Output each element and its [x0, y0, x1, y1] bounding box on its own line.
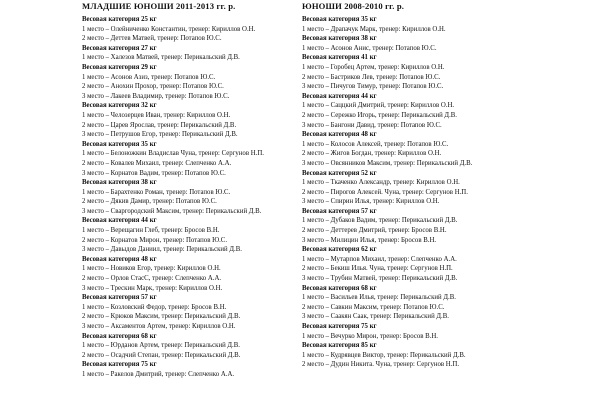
result-row: 2 место – Бекиш Илья. Чуна, тренер: Сергунов Н.П. — [302, 265, 453, 273]
category-heading: Весовая категория 48 кг — [302, 131, 377, 139]
result-row: 1 место – Колосов Алексей, тренер: Потапов Ю.С. — [302, 140, 449, 148]
weight-category — [302, 169, 532, 207]
weight-category — [82, 216, 302, 254]
result-row: 1 место – Олейниченко Константин, тренер: Кириллов О.Н. — [82, 25, 256, 33]
result-row: 1 место – Драпачук Марк, тренер: Кириллов О.Н. — [302, 25, 446, 33]
category-heading: Весовая категория 32 кг — [82, 102, 157, 110]
category-heading: Весовая категория 57 кг — [82, 294, 157, 302]
weight-category — [82, 293, 302, 331]
category-heading: Весовая категория 44 кг — [302, 92, 377, 100]
result-row: 2 место – Бастриков Лев, тренер: Потапов Ю.С. — [302, 73, 441, 81]
result-row: 3 место – Пичугов Тимур, тренер: Потапов Ю.С. — [302, 83, 444, 91]
result-row: 3 место – Спирин Илья, тренер: Кириллов О.Н. — [302, 198, 440, 206]
result-row: 1 место – Ракелов Дмитрий, тренер: Слепченко А.А. — [82, 370, 235, 378]
weight-category — [82, 178, 302, 216]
result-row: 3 место – Овсянников Максим, тренер: Перикальский Д.В. — [302, 159, 473, 167]
result-row: 2 место – Жигов Богдан, тренер: Кириллов О.Н. — [302, 150, 442, 158]
result-row: 1 место – Ткаченко Александр, тренер: Кириллов О.Н. — [302, 179, 460, 187]
result-row: 2 место – Ковалев Михаил, тренер: Слепченко А.А. — [82, 159, 232, 167]
category-heading: Весовая категория 75 кг — [82, 361, 157, 369]
result-row: 1 место – Вечурко Мирон, тренер: Бросов В.Н. — [302, 332, 438, 340]
result-row: 1 место – Кудрявцев Виктор, тренер: Перикальский Д.В. — [302, 351, 466, 359]
weight-category — [82, 63, 302, 101]
category-heading: Весовая категория 57 кг — [302, 207, 377, 215]
category-heading: Весовая категория 35 кг — [302, 16, 377, 23]
result-row: 2 место – Деттерев Дмитрий, тренер: Бросов В.Н. — [302, 227, 447, 235]
weight-category — [302, 322, 532, 341]
weight-category — [302, 341, 532, 370]
result-row: 2 место – Савкин Максим, тренер: Потапов Ю.С. — [302, 303, 445, 311]
result-row: 1 место – Дубаков Вадим, тренер: Перикальский Д.В. — [302, 217, 458, 225]
result-row: 1 место – Халезов Матвей, тренер: Перикальский Д.В. — [82, 54, 240, 62]
weight-category — [302, 284, 532, 322]
result-row: 1 место – Васильев Илья, тренер: Перикальский Д.В. — [302, 294, 456, 302]
weight-category — [302, 34, 532, 53]
result-row: 1 место – Барахтенко Роман, тренер: Потапов Ю.С. — [82, 188, 231, 196]
result-row: 2 место – Крюков Максим, тренер: Перикальский Д.В. — [82, 313, 241, 321]
result-row: 2 место – Анохин Прохор, тренер: Потапов Ю.С. — [82, 83, 224, 91]
column-title: МЛАДШИЕ ЮНОШИ 2011-2013 гг. р. — [82, 1, 236, 11]
weight-category — [82, 15, 302, 44]
result-row: 2 место – Деттев Матвей, тренер: Потапов Ю.С. — [82, 35, 222, 43]
result-row: 1 место – Верещагин Глеб, тренер: Бросов В.Н. — [82, 227, 220, 235]
result-row: 3 место – Милицин Илья, тренер: Бросов В.Н. — [302, 236, 437, 244]
result-row: 1 место – Челозерцев Иван, тренер: Кириллов О.Н. — [82, 111, 231, 119]
category-heading: Весовая категория 38 кг — [302, 35, 377, 43]
result-row: 3 место – Сваргородский Максим, тренер: Перикальский Д.В. — [82, 207, 262, 215]
results-column-junior — [82, 0, 302, 380]
weight-category — [82, 140, 302, 178]
weight-category — [302, 92, 532, 130]
weight-category — [302, 130, 532, 168]
result-row: 2 место – Корнатов Мирон, тренер: Потапов Ю.С. — [82, 236, 228, 244]
category-heading: Весовая категория 62 кг — [302, 246, 377, 254]
result-row: 1 место – Саццкий Дмитрий, тренер: Кириллов О.Н. — [302, 102, 455, 110]
weight-category — [82, 332, 302, 361]
weight-category — [302, 207, 532, 245]
result-row: 3 место – Саакян Саак, тренер: Перикальский Д.В. — [302, 313, 449, 321]
result-row: 3 место – Давыдов Даниил, тренер: Перикальский Д.В. — [82, 246, 242, 254]
column-title: ЮНОШИ 2008-2010 гг. р. — [302, 1, 405, 11]
result-row: 2 место – Осадчий Степан, тренер: Перикальский Д.В. — [82, 351, 241, 359]
weight-category — [82, 101, 302, 139]
category-heading: Весовая категория 35 кг — [82, 140, 157, 148]
weight-category — [302, 53, 532, 91]
result-row: 3 место – Аксаментов Артем, тренер: Кириллов О.Н. — [82, 323, 236, 330]
weight-category — [82, 255, 302, 293]
result-row: 2 место – Царев Ярослав, тренер: Перикальский Д.В. — [82, 121, 237, 129]
category-heading: Весовая категория 85 кг — [302, 342, 377, 350]
weight-category — [82, 44, 302, 63]
category-heading: Весовая категория 44 кг — [82, 217, 157, 225]
result-row: 1 место – Асонов Анис, тренер: Потапов Ю.С. — [302, 44, 437, 52]
weight-category — [302, 245, 532, 283]
category-heading: Весовая категория 41 кг — [302, 54, 377, 62]
result-row: 3 место – Петрушов Егор, тренер: Перикальский Д.В. — [82, 131, 238, 139]
result-row: 2 место – Дудин Никита. Чуна, тренер: Сергунов Н.П. — [302, 361, 460, 369]
result-row: 1 место – Новиков Егор, тренер: Кириллов О.Н. — [82, 265, 221, 273]
result-row: 2 место – Сережко Игорь, тренер: Перикальский Д.В. — [302, 111, 457, 119]
category-heading: Весовая категория 38 кг — [82, 179, 157, 187]
result-row: 1 место – Козловский Федор, тренер: Бросов В.Н. — [82, 303, 227, 311]
result-row: 3 место – Трескин Марк, тренер: Кириллов О.Н. — [82, 284, 223, 292]
category-heading: Весовая категория 75 кг — [302, 323, 377, 330]
result-row: 3 место – Корнатов Вадим, тренер: Потапов Ю.С. — [82, 169, 226, 177]
category-heading: Весовая категория 48 кг — [82, 255, 157, 263]
category-list — [302, 15, 532, 370]
category-heading: Весовая категория 68 кг — [82, 332, 157, 340]
result-row: 1 место – Юрданов Артем, тренер: Перикальский Д.В. — [82, 342, 240, 350]
weight-category — [82, 360, 302, 379]
result-row: 2 место – Орлов СтасС, тренер: Слепченко А.А. — [82, 275, 222, 283]
result-row: 3 место – Трубин Матвей, тренер: Перикальский Д.В. — [302, 275, 458, 283]
category-list — [82, 15, 302, 380]
result-row: 3 место – Лакеев Владимир, тренер: Потапов Ю.С. — [82, 92, 230, 100]
result-row: 1 место – Мутарпов Михаил, тренер: Слепченко А.А. — [302, 255, 457, 263]
category-heading: Весовая категория 25 кг — [82, 16, 157, 23]
result-row: 3 место – Бангони Давид, тренер: Потапов Ю.С. — [302, 121, 442, 129]
result-row: 1 место – Асонов Азиз, тренер: Потапов Ю.С. — [82, 73, 216, 81]
result-row: 1 место – Горобец Артем, тренер: Кириллов О.Н. — [302, 63, 445, 71]
weight-category — [302, 15, 532, 34]
result-row: 2 место – Дякив Дамир, тренер: Потапов Ю.С. — [82, 198, 217, 206]
results-column-youth — [302, 0, 532, 370]
result-row: 1 место – Белоножкин Владислав Чуна, тренер: Сергунов Н.П. — [82, 150, 264, 158]
category-heading: Весовая категория 68 кг — [302, 284, 377, 292]
category-heading: Весовая категория 52 кг — [302, 169, 377, 177]
result-row: 2 место – Пирогов Алексей. Чуна, тренер: Сергунов Н.П. — [302, 188, 468, 196]
category-heading: Весовая категория 27 кг — [82, 44, 157, 52]
category-heading: Весовая категория 29 кг — [82, 63, 157, 71]
